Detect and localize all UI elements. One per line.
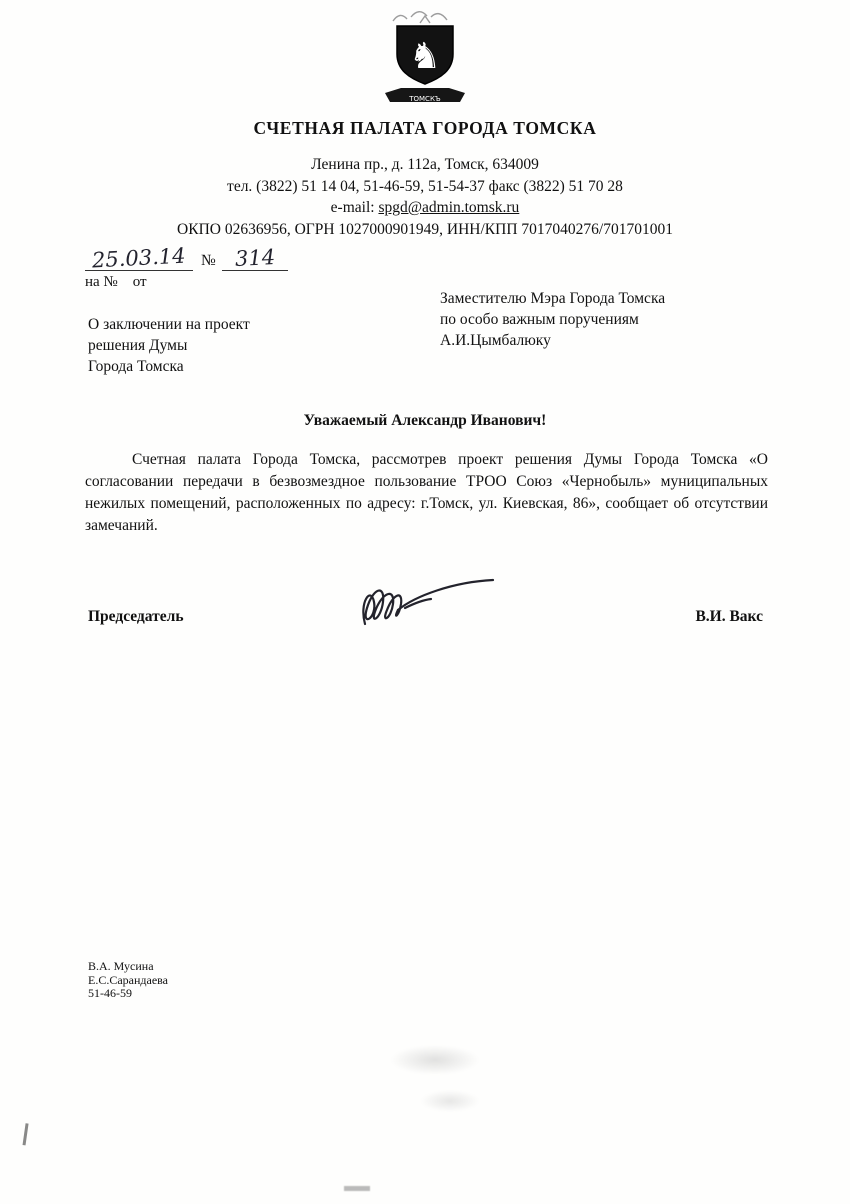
scan-artifact (390, 1045, 480, 1075)
signer-name: В.И. Вакс (695, 608, 763, 625)
executor-phone: 51-46-59 (88, 986, 132, 1000)
handwritten-number: 314 (234, 244, 276, 272)
reply-reference-line: на № от (85, 274, 147, 290)
org-email-line (0, 199, 850, 217)
email-label: e-mail: (330, 199, 379, 216)
addressee-block (440, 288, 665, 351)
number-blank-line (222, 246, 288, 271)
letter-body: Счетная палата Города Томска, рассмотрев проект решения Думы Города Томска «О согласовании передачи в безвозмездное пользование ТРОО Союз «Чернобыль» муниципальных нежилых помещений, расположенных по адресу: г.Томск, ул. Киевская, 86», сообщает об отсутствии замечаний. (85, 451, 768, 534)
scan-artifact (344, 1186, 370, 1191)
executor-name: В.А. Мусина (88, 959, 154, 973)
tomsk-coat-of-arms-icon (377, 6, 473, 110)
crest-motto: ТОМСКЪ (409, 95, 441, 103)
addressee-line: Заместителю Мэра Города Томска (440, 290, 666, 307)
org-phones: тел. (3822) 51 14 04, 51-46-59, 51-54-37 факс (3822) 51 70 28 (227, 178, 623, 195)
handwritten-signature-icon (335, 562, 505, 640)
addressee-line: по особо важным поручениям (440, 311, 639, 328)
subject-line: Города Томска (88, 358, 184, 375)
executor-name: Е.С.Сарандаева (88, 972, 169, 987)
handwritten-date: 25.03.14 (91, 243, 187, 273)
salutation: Уважаемый Александр Иванович! (303, 412, 547, 429)
reference-block (85, 243, 288, 273)
subject-block (88, 314, 250, 377)
date-blank-line (85, 243, 193, 273)
scan-artifact (420, 1090, 480, 1112)
scan-artifact (23, 1123, 39, 1147)
executor-block (88, 960, 168, 1001)
crest-crown-decoration (393, 12, 447, 23)
email-address: spgd@admin.tomsk.ru (378, 199, 520, 216)
horse-icon: ♞ (408, 36, 442, 77)
organization-name: СЧЕТНАЯ ПАЛАТА ГОРОДА ТОМСКА (253, 118, 597, 138)
subject-line: решения Думы (88, 337, 188, 354)
signer-title: Председатель (88, 608, 184, 625)
crest-svg (377, 6, 473, 110)
number-sign: № (201, 252, 216, 269)
subject-line: О заключении на проект (88, 316, 250, 333)
org-address: Ленина пр., д. 112а, Томск, 634009 (311, 156, 539, 173)
addressee-line: А.И.Цымбалюку (440, 332, 551, 349)
org-registration-codes: ОКПО 02636956, ОГРН 1027000901949, ИНН/КПП 7017040276/701701001 (177, 221, 673, 238)
